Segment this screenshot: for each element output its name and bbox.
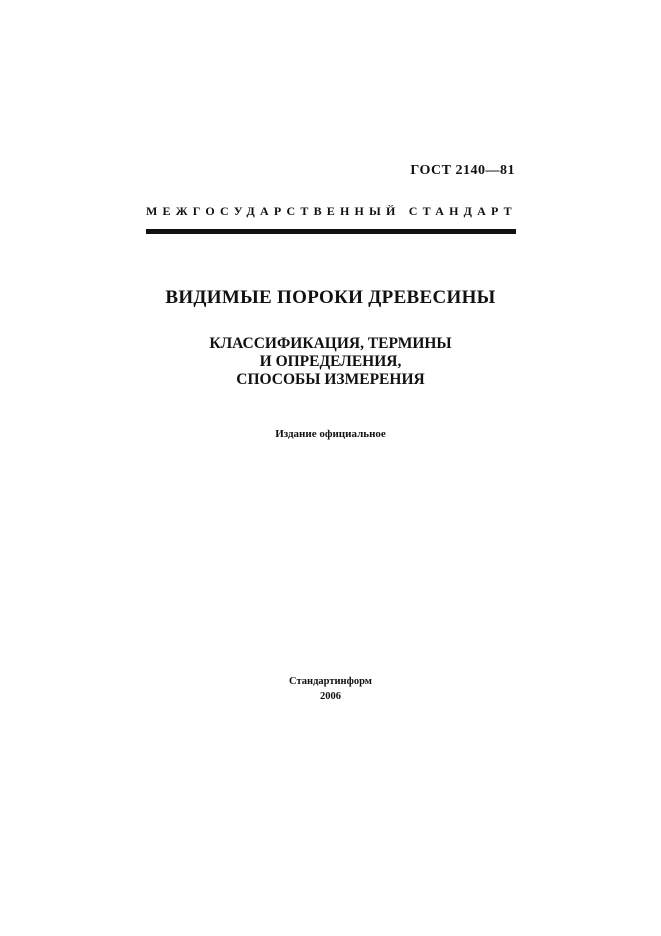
subtitle-line-1: КЛАССИФИКАЦИЯ, ТЕРМИНЫ <box>209 335 452 352</box>
subtitle-line-3: СПОСОБЫ ИЗМЕРЕНИЯ <box>236 371 425 388</box>
publication-year: 2006 <box>320 691 341 702</box>
header-divider <box>146 229 516 234</box>
publisher-name: Стандартинформ <box>289 676 372 687</box>
standard-type-heading: МЕЖГОСУДАРСТВЕННЫЙ СТАНДАРТ <box>146 204 517 218</box>
subtitle-line-2: И ОПРЕДЕЛЕНИЯ, <box>259 353 402 370</box>
edition-label: Издание официальное <box>275 428 386 440</box>
publisher-block <box>0 674 661 704</box>
document-title: ВИДИМЫЕ ПОРОКИ ДРЕВЕСИНЫ <box>165 287 496 308</box>
document-subtitle <box>0 335 661 389</box>
standard-number: ГОСТ 2140—81 <box>410 163 515 178</box>
